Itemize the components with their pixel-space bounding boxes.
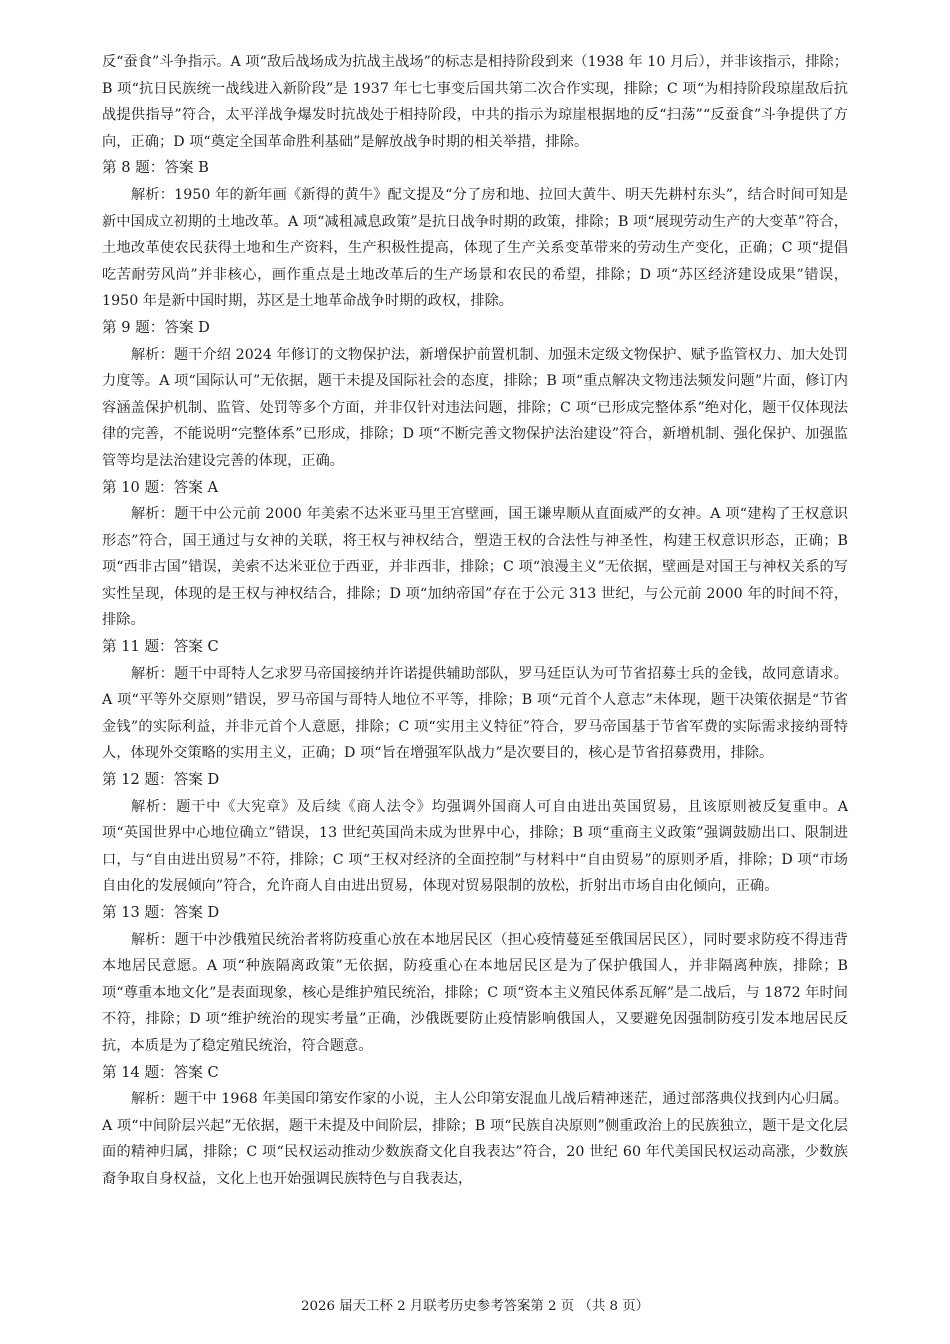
question-8-answer: 第 8 题：答案 B [102, 159, 209, 177]
question-13-answer: 第 13 题：答案 D [102, 904, 220, 921]
question-10-answer: 第 10 题：答案 A [102, 478, 218, 496]
question-8-analysis: 解析：1950 年的新年画《新得的黄牛》配文提及“分了房和地、拉回大黄牛、明天先耕村东头”，结合时间可知是新中国成立初期的土地改革。A 项“减租减息政策”是抗日战争时期的政策，排除；B 项“展现劳动生产的大变革”符合，土地改革使农民获得土地和生产资料，生产积极性提高，体现了生产关系变革带来的劳动生产变化，正确；C 项“提倡吃苦耐劳风尚”并非核心，画作重点是土地改革后的生产场景和农民的希望，排除；D 项“苏区经济建设成果”错误，1950 年是新中国时期，苏区是土地革命战争时期的政权，排除。 [102, 186, 848, 310]
question-12-analysis: 解析：题干中《大宪章》及后续《商人法令》均强调外国商人可自由进出英国贸易，且该原则被反复重申。A 项“英国世界中心地位确立”错误，13 世纪英国尚未成为世界中心，排除；B 项“重商主义政策”强调鼓励出口、限制进口，与“自由进出贸易”不符，排除；C 项“王权对经济的全面控制”与材料中“自由贸易”的原则矛盾，排除；D 项“市场自由化的发展倾向”符合，允许商人自由进出贸易，体现对贸易限制的放松，折射出市场自由化倾向，正确。 [102, 798, 848, 895]
page-footer: 2026 届天工杯 2 月联考历史参考答案第 2 页 （共 8 页） [300, 1299, 650, 1314]
question-13-analysis: 解析：题干中沙俄殖民统治者将防疫重心放在本地居民区（担心疫情蔓延至俄国居民区），同时要求防疫不得违背本地居民意愿。A 项“种族隔离政策”无依据，防疫重心在本地居民区是为了保护俄国人，并非隔离种族，排除；B 项“尊重本地文化”是表面现象，核心是维护殖民统治，排除；C 项“资本主义殖民体系瓦解”是二战后，与 1872 年时间不符，排除；D 项“维护统治的现实考量”正确，沙俄既要防止疫情影响俄国人，又要避免因强制防疫引发本地居民反抗，本质是为了稳定殖民统治，符合题意。 [102, 931, 848, 1054]
question-9-analysis: 解析：题干介绍 2024 年修订的文物保护法，新增保护前置机制、加强未定级文物保护、赋予监管权力、加大处罚力度等。A 项“国际认可”无依据，题干未提及国际社会的态度，排除；B 项“重点解决文物违法频发问题”片面，修订内容涵盖保护机制、监管、处罚等多个方面，并非仅针对违法问题，排除；C 项“已形成完整体系”绝对化，题干仅体现法律的完善，不能说明“完整体系”已形成，排除；D 项“不断完善文物保护法治建设”符合，新增机制、强化保护、加强监管等均是法治建设完善的体现，正确。 [102, 346, 848, 469]
continued-analysis-paragraph: 反“蚕食”斗争指示。A 项“敌后战场成为抗战主战场”的标志是相持阶段到来（1938 年 10 月后），并非该指示，排除；B 项“抗日民族统一战线进入新阶段”是 1937 年七七事变后国共第二次合作实现，排除；C 项“为相持阶段琼崖敌后抗战提供指导”符合，太平洋战争爆发时抗战处于相持阶段，中共的指示为琼崖根据地的反“扫荡”“反蚕食”斗争提供了方向，正确；D 项“奠定全国革命胜利基础”是解放战争时期的相关举措，排除。 [102, 54, 848, 150]
question-11-analysis: 解析：题干中哥特人乞求罗马帝国接纳并许诺提供辅助部队，罗马廷臣认为可节省招募士兵的金钱，故同意请求。A 项“平等外交原则”错误，罗马帝国与哥特人地位不平等，排除；B 项“元首个人意志”未体现，题干决策依据是“节省金钱”的实际利益，并非元首个人意愿，排除；C 项“实用主义特征”符合，罗马帝国基于节省军费的实际需求接纳哥特人，体现外交策略的实用主义，正确；D 项“旨在增强军队战力”是次要目的，核心是节省招募费用，排除。 [102, 665, 848, 762]
question-10-analysis: 解析：题干中公元前 2000 年美索不达米亚马里王宫壁画，国王谦卑顺从直面威严的女神。A 项“建构了王权意识形态”符合，国王通过与女神的关联，将王权与神权结合，塑造王权的合法性与神圣性，构建王权意识形态，正确；B 项“西非古国”错误，美索不达米亚位于西亚，并非西非，排除；C 项“浪漫主义”无依据，壁画是对国王与神权关系的写实性呈现，体现的是王权与神权结合，排除；D 项“加纳帝国”存在于公元 313 世纪，与公元前 2000 年的时间不符，排除。 [102, 506, 848, 629]
question-9-answer: 第 9 题：答案 D [102, 318, 210, 336]
question-14-analysis: 解析：题干中 1968 年美国印第安作家的小说，主人公印第安混血儿战后精神迷茫，通过部落典仪找到内心归属。A 项“中间阶层兴起”无依据，题干未提及中间阶层，排除；B 项“民族自决原则”侧重政治上的民族独立，题干是文化层面的精神归属，排除；C 项“民权运动推动少数族裔文化自我表达”符合，20 世纪 60 年代美国民权运动高涨，少数族裔争取自身权益，文化上也开始强调民族特色与自我表达， [102, 1091, 848, 1187]
question-14-answer: 第 14 题：答案 C [102, 1063, 219, 1081]
answer-content [102, 49, 848, 1193]
question-12-answer: 第 12 题：答案 D [102, 771, 220, 789]
question-11-answer: 第 11 题：答案 C [102, 638, 219, 656]
